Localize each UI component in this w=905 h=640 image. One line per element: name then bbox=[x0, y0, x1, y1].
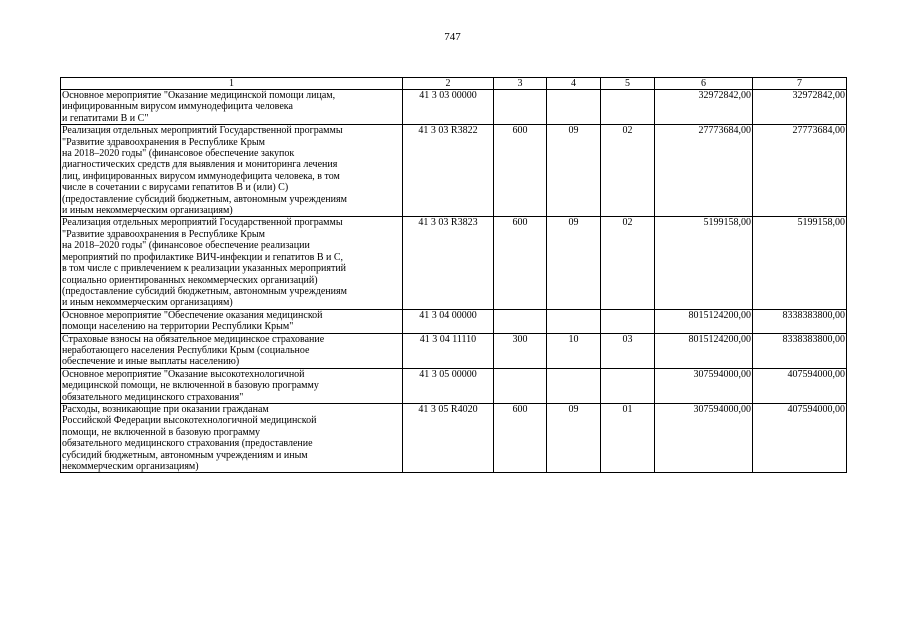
subsection-cell: 02 bbox=[601, 125, 655, 217]
row-name-cell bbox=[61, 125, 403, 217]
row-name: Расходы, возникающие при оказании гражданам Российской Федерации высокотехнологичной медицинской помощи, не включенной в базовую программу обязательного медицинского страхования (предоставление субсидий бюджетным, автономным учреждениям и иным некоммерческим организациям) bbox=[62, 403, 317, 472]
table-row bbox=[61, 333, 847, 368]
expense-type-cell: 600 bbox=[494, 217, 547, 309]
amount-col6-cell: 5199158,00 bbox=[655, 217, 753, 309]
table-row bbox=[61, 368, 847, 403]
amount-col7-cell: 407594000,00 bbox=[753, 403, 847, 472]
amount-col6-cell: 307594000,00 bbox=[655, 368, 753, 403]
section-cell: 09 bbox=[547, 125, 601, 217]
expense-type-cell: 600 bbox=[494, 403, 547, 472]
expense-type-cell: 600 bbox=[494, 125, 547, 217]
amount-col6-cell: 8015124200,00 bbox=[655, 309, 753, 333]
column-header-6: 6 bbox=[655, 78, 753, 90]
section-cell: 09 bbox=[547, 403, 601, 472]
target-code-cell: 41 3 05 00000 bbox=[403, 368, 494, 403]
page-number: 747 bbox=[444, 31, 461, 43]
row-name: Реализация отдельных мероприятий Государственной программы "Развитие здравоохранения в Республике Крым на 2018–2020 годы" (финансовое обеспечение закупок диагностических средств для выявления и мониторинга лечения лиц, инфицированных вирусом иммунодефицита человека, в том числе в сочетании с вирусами гепатитов В и (или) С) (предоставление субсидий бюджетным, автономным учреждениям и иным некоммерческим организациям) bbox=[62, 125, 347, 217]
target-code-cell: 41 3 05 R4020 bbox=[403, 403, 494, 472]
row-name-cell bbox=[61, 309, 403, 333]
amount-col7-cell: 8338383800,00 bbox=[753, 309, 847, 333]
subsection-cell bbox=[601, 309, 655, 333]
target-code-cell: 41 3 04 11110 bbox=[403, 333, 494, 368]
amount-col7-cell: 407594000,00 bbox=[753, 368, 847, 403]
row-name-cell bbox=[61, 333, 403, 368]
target-code-cell: 41 3 04 00000 bbox=[403, 309, 494, 333]
target-code-cell: 41 3 03 00000 bbox=[403, 90, 494, 125]
amount-col7-cell: 27773684,00 bbox=[753, 125, 847, 217]
amount-col7-cell: 32972842,00 bbox=[753, 90, 847, 125]
subsection-cell bbox=[601, 368, 655, 403]
row-name-cell bbox=[61, 368, 403, 403]
expense-type-cell: 300 bbox=[494, 333, 547, 368]
amount-col6-cell: 27773684,00 bbox=[655, 125, 753, 217]
budget-table bbox=[60, 77, 847, 473]
row-name-cell bbox=[61, 217, 403, 309]
subsection-cell: 02 bbox=[601, 217, 655, 309]
column-header-2: 2 bbox=[403, 78, 494, 90]
row-name-cell bbox=[61, 403, 403, 472]
table-row bbox=[61, 90, 847, 125]
amount-col7-cell: 5199158,00 bbox=[753, 217, 847, 309]
target-code-cell: 41 3 03 R3822 bbox=[403, 125, 494, 217]
table-row bbox=[61, 403, 847, 472]
amount-col6-cell: 307594000,00 bbox=[655, 403, 753, 472]
expense-type-cell bbox=[494, 90, 547, 125]
column-header-4: 4 bbox=[547, 78, 601, 90]
section-cell bbox=[547, 309, 601, 333]
row-name-cell bbox=[61, 90, 403, 125]
row-name: Реализация отдельных мероприятий Государственной программы "Развитие здравоохранения в Республике Крым на 2018–2020 годы" (финансовое обеспечение реализации мероприятий по профилактике ВИЧ-инфекции и гепатитов В и С, в том числе с привлечением к реализации указанных мероприятий социально ориентированных некоммерческих организаций) (предоставление субсидий бюджетным, автономным учреждениям и иным некоммерческим организациям) bbox=[62, 217, 347, 309]
amount-col7-cell: 8338383800,00 bbox=[753, 333, 847, 368]
section-cell bbox=[547, 368, 601, 403]
section-cell: 10 bbox=[547, 333, 601, 368]
row-name: Основное мероприятие "Оказание высокотехнологичной медицинской помощи, не включенной в базовую программу обязательного медицинского страхования" bbox=[62, 368, 319, 403]
column-header-5: 5 bbox=[601, 78, 655, 90]
amount-col6-cell: 8015124200,00 bbox=[655, 333, 753, 368]
column-header-3: 3 bbox=[494, 78, 547, 90]
subsection-cell bbox=[601, 90, 655, 125]
column-header-7: 7 bbox=[753, 78, 847, 90]
subsection-cell: 03 bbox=[601, 333, 655, 368]
table-row bbox=[61, 217, 847, 309]
subsection-cell: 01 bbox=[601, 403, 655, 472]
section-cell bbox=[547, 90, 601, 125]
row-name: Страховые взносы на обязательное медицинское страхование неработающего населения Республики Крым (социальное обеспечение и иные выплаты населению) bbox=[62, 333, 325, 368]
row-name: Основное мероприятие "Оказание медицинской помощи лицам, инфицированным вирусом иммунодефицита человека и гепатитами В и С" bbox=[62, 90, 336, 124]
table-row bbox=[61, 125, 847, 217]
expense-type-cell bbox=[494, 309, 547, 333]
expense-type-cell bbox=[494, 368, 547, 403]
target-code-cell: 41 3 03 R3823 bbox=[403, 217, 494, 309]
header-row bbox=[61, 78, 847, 90]
amount-col6-cell: 32972842,00 bbox=[655, 90, 753, 125]
column-header-1: 1 bbox=[61, 78, 403, 90]
table-row bbox=[61, 309, 847, 333]
row-name: Основное мероприятие "Обеспечение оказания медицинской помощи населению на территории Республики Крым" bbox=[62, 309, 323, 333]
section-cell: 09 bbox=[547, 217, 601, 309]
